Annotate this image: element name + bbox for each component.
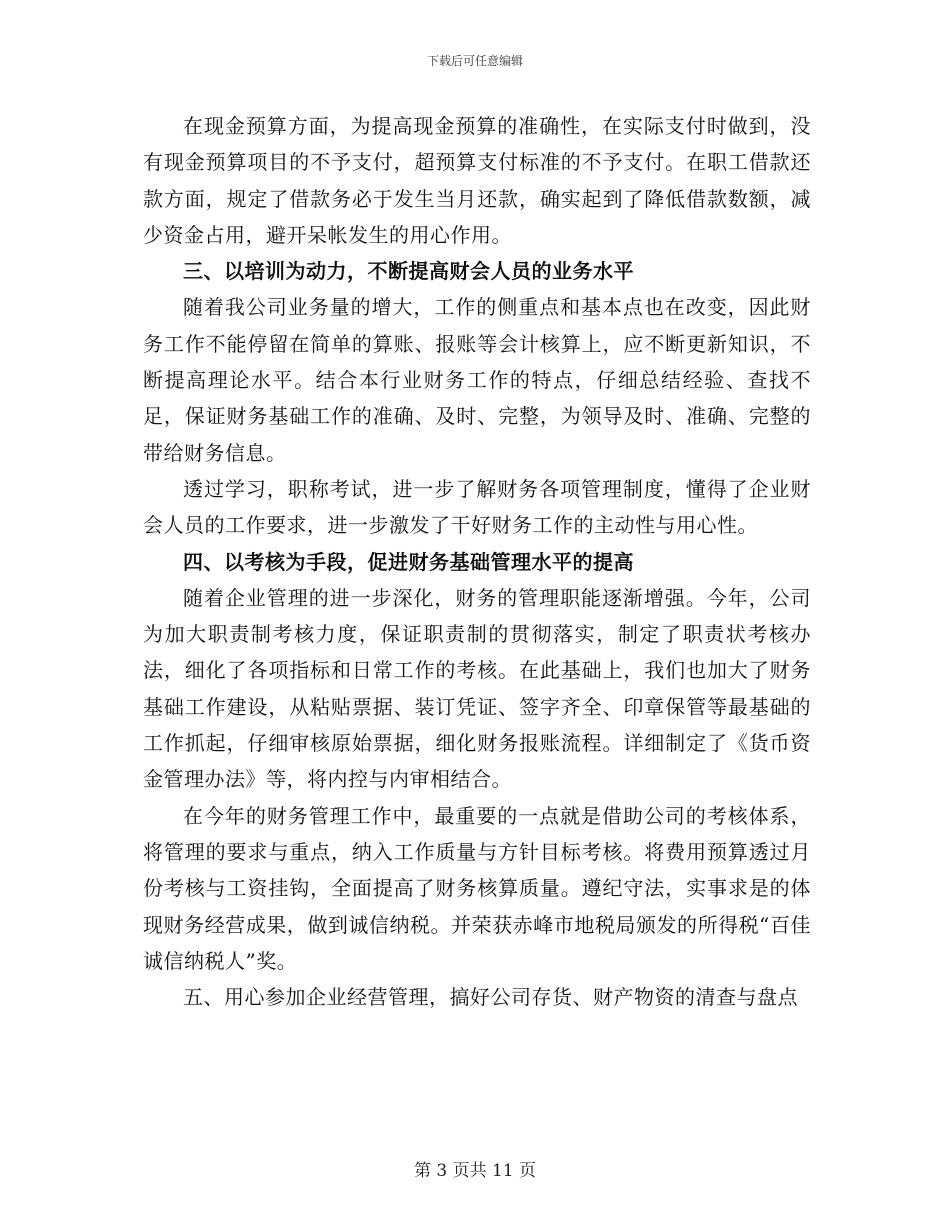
paragraph-financial-management: 在今年的财务管理工作中，最重要的一点就是借助公司的考核体系，将管理的要求与重点，纳入工作质量与方针目标考核。将费用预算透过月份考核与工资挂钩，全面提高了财务核算质量。遵纪守法，实事求是的体现财务经营成果，做到诚信纳税。并荣获赤峰市地税局颁发的所得税“百佳诚信纳税人”奖。 (143, 803, 811, 973)
paragraph-management-deepening: 随着企业管理的进一步深化，财务的管理职能逐渐增强。今年，公司为加大职责制考核力度，保证职责制的贯彻落实，制定了职责状考核办法，细化了各项指标和日常工作的考核。在此基础上，我们也加大了财务基础工作建设，从粘贴票据、装订凭证、签字齐全、印章保管等最基础的工作抓起，仔细审核原始票据，细化财务报账流程。详细制定了《货币资金管理办法》等，将内控与内审相结合。 (143, 585, 811, 792)
document-body (143, 108, 811, 1015)
section-heading-assessment: 四、以考核为手段，促进财务基础管理水平的提高 (183, 549, 634, 574)
page-footer: 第 3 页共 11 页 (413, 1161, 537, 1181)
paragraph-business-growth: 随着我公司业务量的增大，工作的侧重点和基本点也在改变，因此财务工作不能停留在简单的算账、报账等会计核算上，应不断更新知识，不断提高理论水平。结合本行业财务工作的特点，仔细总结经验、查找不足，保证财务基础工作的准确、及时、完整，为领导及时、准确、完整的带给财务信息。 (143, 295, 811, 465)
paragraph-inventory-check: 五、用心参加企业经营管理，搞好公司存货、财产物资的清查与盘点 (183, 985, 798, 1010)
page-header: 下载后可任意编辑 (426, 54, 523, 68)
paragraph-study-exam: 透过学习，职称考试，进一步了解财务各项管理制度，懂得了企业财会人员的工作要求，进一步激发了干好财务工作的主动性与用心性。 (143, 476, 811, 538)
paragraph-cash-budget: 在现金预算方面，为提高现金预算的准确性，在实际支付时做到，没有现金预算项目的不予支付，超预算支付标准的不予支付。在职工借款还款方面，规定了借款务必于发生当月还款，确实起到了降低借款数额，减少资金占用，避开呆帐发生的用心作用。 (143, 114, 811, 247)
section-heading-training: 三、以培训为动力，不断提高财会人员的业务水平 (183, 259, 634, 284)
